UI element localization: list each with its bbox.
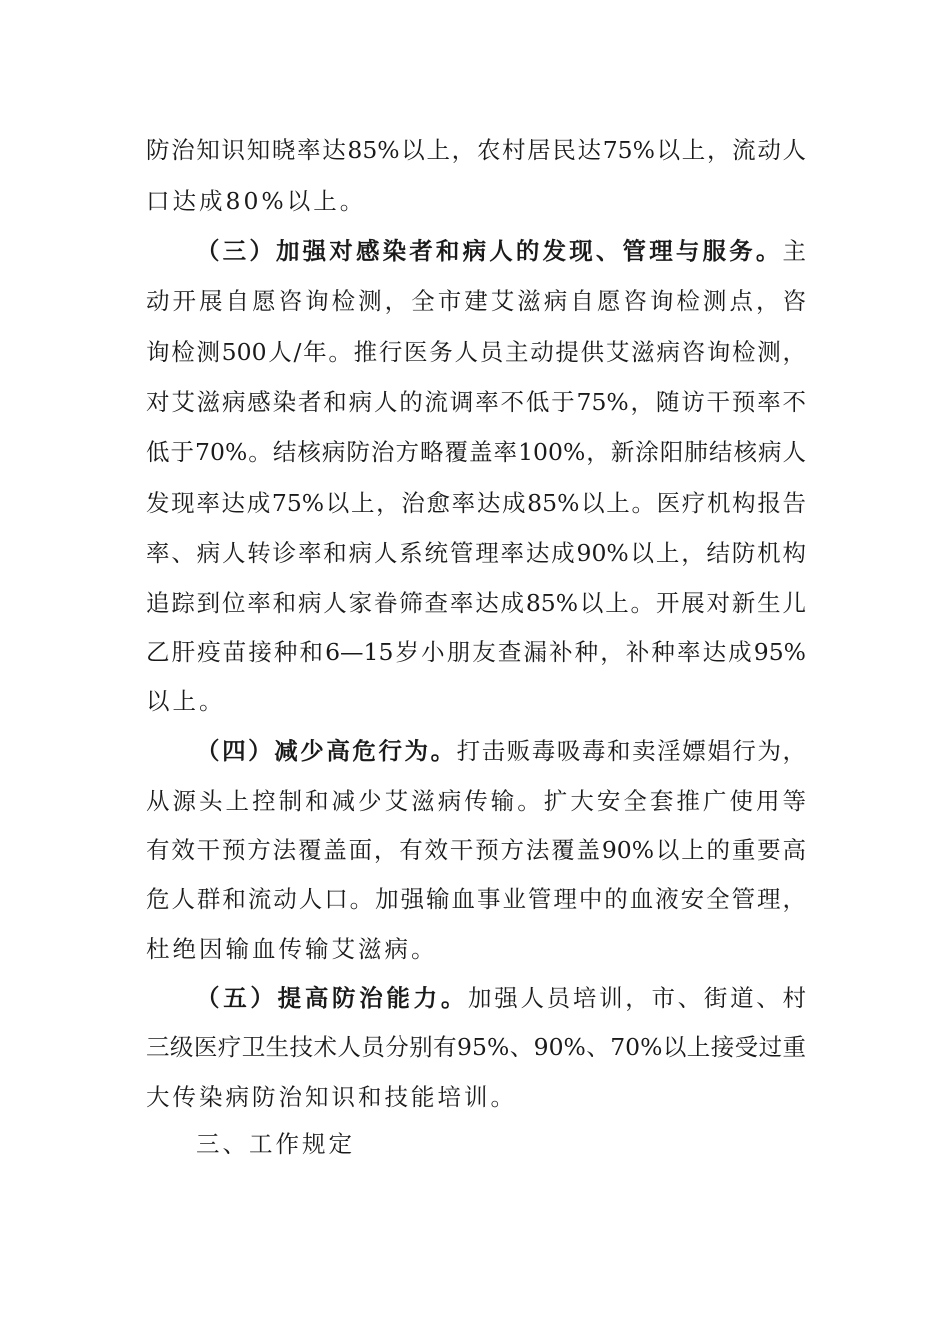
text-line: 杜绝因输血传输艾滋病。 (146, 935, 438, 963)
text-line: 口达成80%以上。 (146, 187, 367, 215)
paragraph-first-line (196, 231, 806, 271)
paragraph-heading: （三）加强对感染者和病人的发现、管理与服务。 (196, 237, 783, 265)
text-line: 询检测500人/年。推行医务人员主动提供艾滋病咨询检测， (146, 338, 806, 366)
text-line: 大传染病防治知识和技能培训。 (146, 1083, 517, 1111)
text-line: 乙肝疫苗接种和6—15岁小朋友查漏补种，补种率达成95% (146, 638, 806, 666)
text-line: 追踪到位率和病人家眷筛查率达成85%以上。开展对新生儿 (146, 589, 806, 617)
text-line: 低于70%。结核病防治方略覆盖率100%，新涂阳肺结核病人 (146, 438, 806, 466)
paragraph-text: 加强人员培训，市、街道、村 (468, 984, 807, 1012)
paragraph-first-line (196, 978, 806, 1018)
text-line: 三级医疗卫生技术人员分别有95%、90%、70%以上接受过重 (146, 1033, 806, 1061)
text-line: 发现率达成75%以上，治愈率达成85%以上。医疗机构报告 (146, 489, 806, 517)
text-line: 从源头上控制和减少艾滋病传输。扩大安全套推广使用等 (146, 787, 806, 815)
section-heading: 三、工作规定 (196, 1130, 355, 1158)
text-line: 以上。 (146, 687, 226, 715)
paragraph-text: 主 (782, 237, 806, 265)
text-line: 危人群和流动人口。加强输血事业管理中的血液安全管理， (146, 885, 806, 913)
paragraph-first-line (196, 731, 806, 771)
text-line: 防治知识知晓率达85%以上，农村居民达75%以上，流动人 (146, 136, 806, 164)
text-line: 对艾滋病感染者和病人的流调率不低于75%，随访干预率不 (146, 388, 806, 416)
paragraph-text: 打击贩毒吸毒和卖淫嫖娼行为， (456, 737, 807, 765)
text-line: 动开展自愿咨询检测，全市建艾滋病自愿咨询检测点，咨 (146, 287, 806, 315)
text-line: 有效干预方法覆盖面，有效干预方法覆盖90%以上的重要高 (146, 836, 806, 864)
paragraph-heading: （五）提高防治能力。 (196, 984, 469, 1012)
text-line: 率、病人转诊率和病人系统管理率达成90%以上，结防机构 (146, 539, 806, 567)
paragraph-heading: （四）减少高危行为。 (196, 737, 457, 765)
